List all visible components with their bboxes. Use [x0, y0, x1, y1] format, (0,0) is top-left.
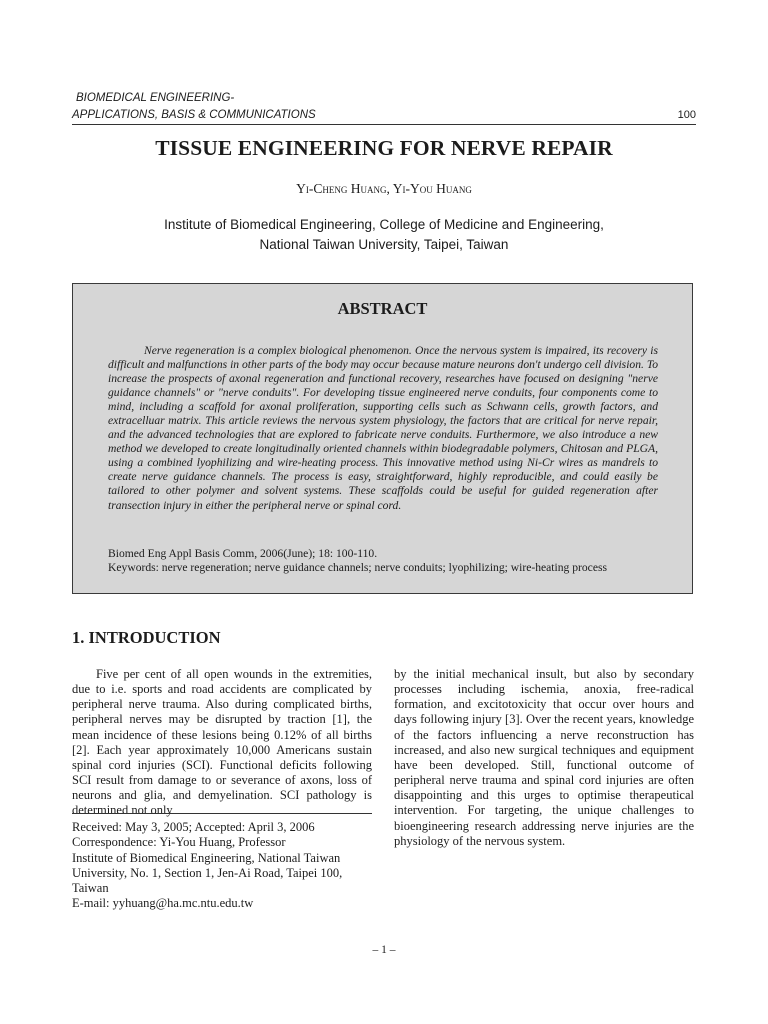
journal-name-line1: BIOMEDICAL ENGINEERING-: [76, 92, 235, 104]
header-divider: [72, 124, 696, 125]
footer-page-label: – 1 –: [372, 944, 396, 956]
footnote-block: [72, 820, 372, 912]
footnote-address: Institute of Biomedical Engineering, National Taiwan University, No. 1, Section 1, Jen-Ai Road, Taipei 100, Taiwan: [72, 850, 343, 896]
abstract-text: Nerve regeneration is a complex biological phenomenon. Once the nervous system is impaired, its recovery is difficult and malfunctions in other parts of the body may occur because mature neurons don't undergo cell division. To increase the prospects of axonal regeneration and functional recovery, researches have focused on designing "nerve guidance channels" or "nerve conduits". For developing tissue engineered nerve conduits, four components come to mind, including a scaffold for axonal proliferation, supporting cells such as Schwann cells, growth factors, and extracelluar matrix. This article reviews the nervous system physiology, the factors that are critical for nerve repair, and the advanced technologies that are explored to fabricate nerve conduits. Furthermore, we also introduce a new method we developed to create longitudinally oriented channels within biodegradable polymers, Chitosan and PLGA, using a combined lyophilizing and wire-heating process. This innovative method using Ni-Cr wires as mandrels to create nerve guidance channels. The process is easy, straightforward, highly reproducible, and could easily be tailored to other polymer and solvent systems. These scaffolds could be useful for guided regeneration after transection injury in either the peripheral nerve or spinal cord.: [108, 344, 658, 512]
article-authors: Yi-Cheng Huang, Yi-You Huang: [296, 181, 472, 196]
article-title: TISSUE ENGINEERING FOR NERVE REPAIR: [155, 136, 613, 160]
abstract-heading: ABSTRACT: [337, 299, 428, 318]
intro-left-column: Five per cent of all open wounds in the extremities, due to i.e. sports and road accidents are complicated by peripheral nerve trauma. Also during complicated births, peripheral nerves may be disrupted by traction [1], the mean incidence of these lesions being 0.12% of all births [2]. Each year approximately 10,000 Americans sustain spinal cord injuries (SCI). Functional deficits following SCI result from damage to or severance of axons, loss of neurons and glia, and demyelination. SCI pathology is determined not only: [72, 667, 372, 818]
footnote-received: Received: May 3, 2005; Accepted: April 3, 2006: [72, 820, 315, 834]
abstract-keywords: Keywords: nerve regeneration; nerve guidance channels; nerve conduits; lyophilizing; wire-heating process: [108, 561, 608, 574]
article-affiliation: [72, 215, 696, 255]
footnote-correspondence: Correspondence: Yi-You Huang, Professor: [72, 835, 286, 850]
footnote-email: E-mail: yyhuang@ha.mc.ntu.edu.tw: [72, 896, 254, 911]
journal-header: [72, 90, 696, 124]
abstract-citation: Biomed Eng Appl Basis Comm, 2006(June); 18: 100-110.: [108, 547, 378, 560]
page-number: 100: [677, 109, 696, 121]
section-heading-introduction: 1. INTRODUCTION: [72, 628, 221, 647]
journal-name-line2: APPLICATIONS, BASIS & COMMUNICATIONS: [72, 109, 316, 121]
affiliation-line2: National Taiwan University, Taipei, Taiwan: [259, 237, 509, 252]
affiliation-line1: Institute of Biomedical Engineering, College of Medicine and Engineering,: [164, 217, 604, 232]
footnote-divider: [72, 813, 372, 814]
intro-right-column: by the initial mechanical insult, but also by secondary processes including ischemia, anoxia, free-radical formation, and excitotoxicity that occur over hours and days following injury [3]. Over the recent years, knowledge of the factors influencing a nerve reconstruction has increased, and also new surgical techniques and equipment have been developed. Still, functional outcome of peripheral nerve trauma and spinal cord injuries are often disappointing and this urges to optimise therapeutical intervention. For targeting, the unique challenges to bioengineering research addressing nerve injuries are the physiology of the nervous system.: [394, 667, 694, 848]
abstract-box: [72, 283, 693, 594]
